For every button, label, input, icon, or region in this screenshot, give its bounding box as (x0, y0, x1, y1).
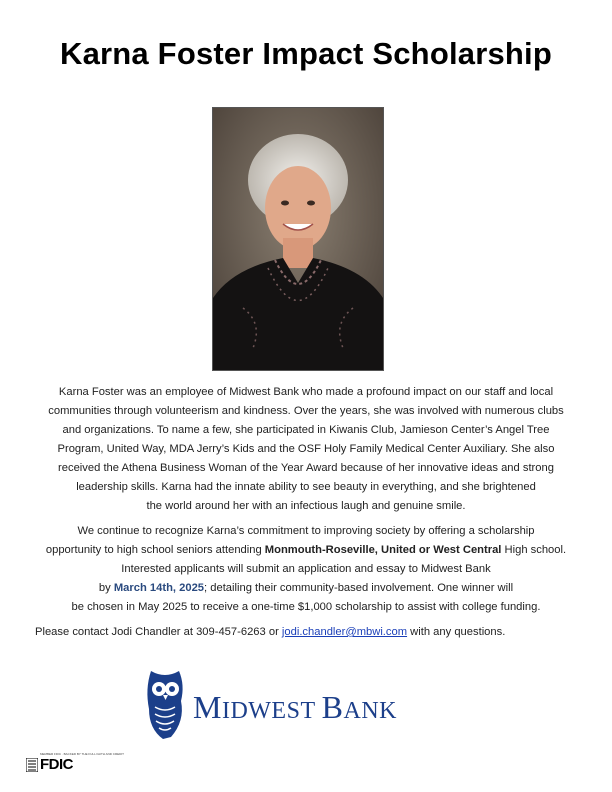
about-line: Karna Foster was an employee of Midwest Bank who made a profound impact on our staff and local (58, 386, 554, 398)
schools-suffix: High school. (501, 544, 567, 556)
portrait-photo (212, 107, 384, 371)
page-title: Karna Foster Impact Scholarship (60, 36, 552, 71)
contact-suffix: with any questions. (407, 626, 506, 638)
contact-email-link[interactable]: jodi.chandler@mbwi.com (281, 626, 408, 638)
deadline-suffix: ; detailing their community-based involvement. One winner will (204, 582, 514, 594)
about-line: the world around her with an infectious laugh and genuine smile. (146, 500, 466, 512)
contact-line (35, 626, 505, 638)
fdic-member-text: MEMBER FDIC · BACKED BY THE FULL FAITH AND CREDIT (40, 752, 124, 756)
about-line: leadership skills. Karna had the innate ability to see beauty in everything, and she brightened (76, 481, 536, 493)
about-line: received the Athena Business Woman of the Year Award because of her innovative ideas and strong (58, 462, 554, 474)
about-line: and organizations. To name a few, she participated in Kiwanis Club, Jamieson Center’s Angel Tree (62, 424, 550, 436)
about-line: communities through volunteerism and kindness. Over the years, she was involved with numerous clubs (48, 405, 564, 417)
scholarship-line (24, 541, 588, 560)
scholarship-paragraph (24, 522, 588, 617)
bank-name: MIDWEST BANK (193, 689, 398, 725)
contact-text: Please contact Jodi Chandler at 309-457-6263 or (35, 626, 282, 638)
deadline-date: March 14th, 2025 (113, 582, 205, 594)
owl-icon (141, 667, 189, 741)
fdic-seal-icon (26, 758, 38, 772)
midwest-bank-logo (141, 667, 441, 745)
fdic-label: FDIC (40, 756, 73, 773)
scholarship-line: be chosen in May 2025 to receive a one-time $1,000 scholarship to assist with college funding. (71, 601, 541, 613)
deadline-intro: by (98, 582, 114, 594)
eligible-schools: Monmouth-Roseville, United or West Central (264, 544, 502, 556)
scholarship-line: We continue to recognize Karna’s commitment to improving society by offering a scholarship (77, 525, 535, 537)
schools-intro: opportunity to high school seniors attending (45, 544, 265, 556)
fdic-badge (26, 752, 124, 774)
about-paragraph (24, 383, 588, 516)
about-line: Program, United Way, MDA Jerry’s Kids and the OSF Holy Family Medical Center Auxiliary. She also (57, 443, 555, 455)
scholarship-line (24, 579, 588, 598)
scholarship-line: Interested applicants will submit an application and essay to Midwest Bank (121, 563, 491, 575)
